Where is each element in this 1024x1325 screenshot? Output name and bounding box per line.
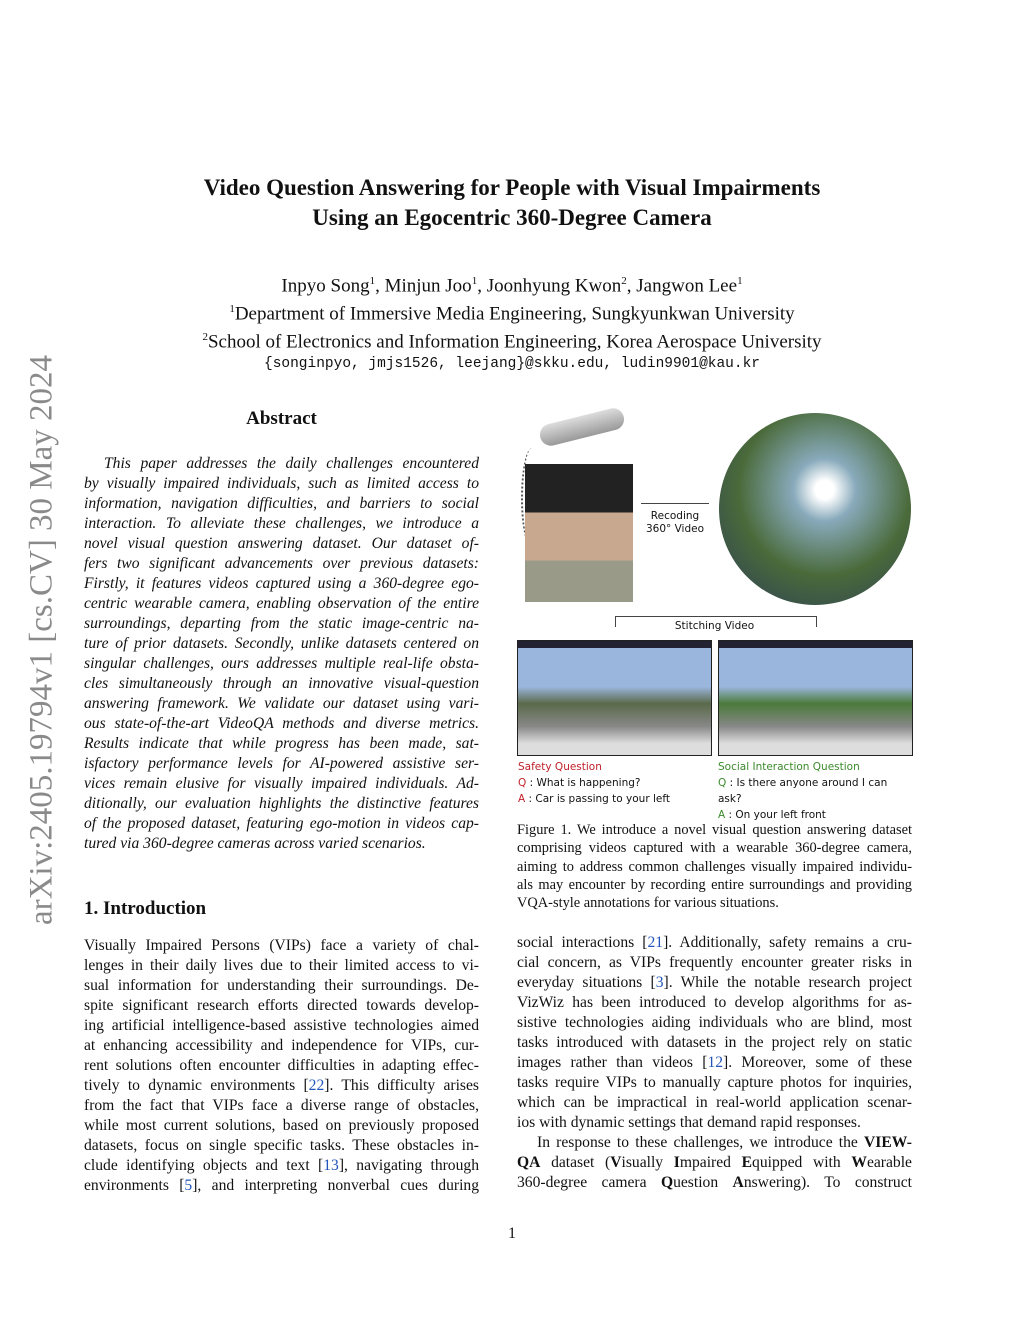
text-segment: uestion xyxy=(673,1174,733,1191)
text-line: ous state-of-the-art VideoQA methods and diverse metrics. xyxy=(84,715,479,732)
wearable-camera-image xyxy=(538,406,627,448)
abstract-heading: Abstract xyxy=(246,408,317,429)
abstract-body xyxy=(84,454,479,854)
text-line: from the fact that VIPs face a diverse range of obstacles, xyxy=(84,1097,479,1114)
abstract xyxy=(84,408,479,854)
affiliation-number: 1 xyxy=(369,275,376,287)
bold-text: W xyxy=(851,1154,867,1171)
360-sphere-image xyxy=(719,413,911,605)
text-line: VizWiz has been introduced to develop algorithms for as- xyxy=(517,994,912,1011)
text-line: novel visual question answering dataset. Our dataset of- xyxy=(84,535,479,552)
text-line: of the proposed dataset, featuring ego-motion in videos cap- xyxy=(84,815,479,832)
affiliation-number: 1 xyxy=(737,275,743,287)
text-line: als may encounter by recording entire surroundings and providing xyxy=(517,876,912,893)
text-line: ditionally, our evaluation highlights the distinctive features xyxy=(84,795,479,812)
text-line: centric wearable camera, enabling observation of the entire xyxy=(84,595,479,612)
text-line: cles simultaneously through an innovative visual-question xyxy=(84,675,479,692)
arxiv-identifier: arXiv:2405.19794v1 [cs.CV] 30 May 2024 xyxy=(23,354,60,926)
author-separator: , xyxy=(477,275,487,297)
text-line: sual information for understanding their surroundings. De- xyxy=(84,977,479,994)
affiliation-text: Department of Immersive Media Engineering, Sungkyunkwan University xyxy=(234,303,795,325)
text-line: ing artificial intelligence-based assistive technologies aimed xyxy=(84,1017,479,1034)
affiliation-number: 1 xyxy=(229,302,235,315)
figure-caption xyxy=(517,821,912,912)
affiliation-number: 2 xyxy=(621,275,627,287)
author-separator: , xyxy=(375,275,385,297)
social-qa xyxy=(718,759,913,823)
section-heading: 1. Introduction xyxy=(84,898,207,919)
bold-text: E xyxy=(741,1154,753,1171)
text-line: tasks introduced with datasets in the project rely on static xyxy=(517,1034,912,1051)
text-line: fers two significant advancements over previous datasets: xyxy=(84,555,479,572)
text-line: at enhancing accessibility and independence for VIPs, cur- xyxy=(84,1037,479,1054)
text-segment: dataset ( xyxy=(540,1154,611,1171)
panel-title: Safety Question xyxy=(518,761,602,773)
text-line: which can be impractical in real-world application scenar- xyxy=(517,1094,912,1111)
affiliation-number: 1 xyxy=(471,275,478,287)
text-line: spite significant research efforts directed towards develop- xyxy=(84,997,479,1014)
text-line: sistive technologies aiding individuals who are blind, most xyxy=(517,1014,912,1031)
arrow-label-line: Recoding xyxy=(650,510,700,522)
text-line: datasets, focus on single specific tasks. These obstacles in- xyxy=(84,1137,479,1154)
answer: : On your left front xyxy=(725,809,826,821)
text-line xyxy=(517,1133,912,1153)
text-line: ios with dynamic settings that demand rapid responses. xyxy=(517,1114,861,1131)
citation-link[interactable]: 3 xyxy=(655,974,664,991)
text-line: tasks require VIPs to manually capture photos for inquiries, xyxy=(517,1074,912,1091)
citation-link[interactable]: 5 xyxy=(184,1177,193,1194)
text-segment: quipped with xyxy=(752,1154,852,1171)
text-line: Visually Impaired Persons (VIPs) face a variety of chal- xyxy=(84,937,479,954)
text-line: information, navigation difficulties, and barriers to social xyxy=(84,495,479,512)
text-line: singular challenges, ours addresses multiple real-life obsta- xyxy=(84,655,479,672)
text-segment: In response to these challenges, we introduce the xyxy=(537,1134,865,1151)
citation-link[interactable]: 12 xyxy=(707,1054,724,1071)
right-arrow-icon xyxy=(641,503,709,504)
bold-text: V xyxy=(610,1154,622,1171)
safety-scene-image xyxy=(517,640,712,756)
safety-qa xyxy=(518,759,670,807)
text-line: ture of prior datasets. Secondly, unlike datasets centered on xyxy=(84,635,479,652)
text-line: images rather than videos [12]. Moreover, some of these xyxy=(517,1054,913,1071)
affiliation-text: School of Electronics and Information Engineering, Korea Aerospace University xyxy=(207,330,822,352)
text-line: This paper addresses the daily challenges encountered xyxy=(104,455,479,472)
text-line: Figure 1. We introduce a novel visual question answering dataset xyxy=(517,822,912,838)
text-line: lenges in their daily lives due to their limited access to vi- xyxy=(84,957,479,974)
author-list xyxy=(0,270,1024,298)
text-line: surroundings, departing from the static image-centric na- xyxy=(84,615,479,632)
social-scene-image xyxy=(718,640,913,756)
answer: : Car is passing to your left xyxy=(525,793,670,805)
text-line: cial concern, as VIPs frequently encounter greater risks in xyxy=(517,954,912,971)
author-name: Jangwon Lee xyxy=(636,275,738,297)
intro-body-left xyxy=(84,936,479,1196)
text-segment: earable xyxy=(866,1154,912,1171)
author-name: Minjun Joo xyxy=(384,275,472,297)
text-line: aiming to address common challenges visually impaired individu- xyxy=(517,858,912,875)
question: : What is happening? xyxy=(526,777,641,789)
text-line: Results indicate that while progress has been made, sat- xyxy=(84,735,479,752)
question: : Is there anyone around I can ask? xyxy=(718,777,888,805)
citation-link[interactable]: 13 xyxy=(323,1157,339,1174)
author-name: Joonhyung Kwon xyxy=(486,275,622,297)
affiliation-number: 2 xyxy=(202,330,208,343)
text-line: isfactory performance levels for AI-powered assistive ser- xyxy=(84,755,479,772)
text-line: Firstly, it features videos captured using a 360-degree ego- xyxy=(84,575,479,592)
a-prefix: A xyxy=(518,793,526,805)
text-line: tured via 360-degree cameras across varied scenarios. xyxy=(84,835,426,852)
text-line: environments [5], and interpreting nonverbal cues during xyxy=(84,1177,479,1194)
page-number: 1 xyxy=(508,1225,516,1242)
text-line: rent solutions often encounter difficulties in adapting effec- xyxy=(84,1057,479,1074)
intro-body-right xyxy=(517,933,912,1193)
affiliation xyxy=(0,326,1024,354)
paper-title xyxy=(0,173,1024,233)
bold-text: VIEW- xyxy=(864,1134,912,1151)
text-line xyxy=(517,1153,912,1173)
recording-label xyxy=(641,503,709,536)
introduction-left xyxy=(84,898,479,1196)
figure-1 xyxy=(517,408,913,821)
text-segment: 360-degree camera xyxy=(517,1174,661,1191)
text-line: VQA-style annotations for various situations. xyxy=(517,895,779,912)
a-prefix: A xyxy=(718,809,726,821)
stitching-label: Stitching Video xyxy=(657,620,772,632)
affiliation xyxy=(0,298,1024,326)
panel-title: Social Interaction Question xyxy=(718,761,860,773)
text-line: social interactions [21]. Additionally, safety remains a cru- xyxy=(517,934,912,951)
bold-text: Q xyxy=(660,1174,674,1191)
title-line: Video Question Answering for People with Visual Impairments xyxy=(203,175,821,200)
bold-text: A xyxy=(732,1174,744,1191)
author-name: Inpyo Song xyxy=(281,275,370,297)
text-line: by visually impaired individuals, such as limited access to xyxy=(84,475,479,492)
person-photo-pixelated xyxy=(525,464,633,602)
citation-link[interactable]: 21 xyxy=(647,934,664,951)
text-line: vices remain elusive for visually impaired individuals. Ad- xyxy=(84,775,479,792)
text-line: answering framework. We validate our dataset using vari- xyxy=(84,695,479,712)
text-line: everyday situations [3]. While the notable research project xyxy=(517,974,912,991)
citation-link[interactable]: 22 xyxy=(308,1077,325,1094)
text-line xyxy=(517,1173,912,1193)
text-line: comprising videos captured with a wearable 360-degree camera, xyxy=(517,840,912,857)
text-line: interaction. To alleviate these challenges, we introduce a xyxy=(84,515,479,532)
arrow-label-line: 360° Video xyxy=(645,523,705,535)
bold-text: I xyxy=(673,1154,680,1171)
q-prefix: Q xyxy=(518,777,527,789)
bold-text: QA xyxy=(517,1154,541,1171)
author-separator: , xyxy=(626,275,637,297)
text-segment: isually xyxy=(621,1154,674,1171)
title-line: Using an Egocentric 360-Degree Camera xyxy=(312,205,712,230)
text-line: while most current solutions, based on previously proposed xyxy=(84,1117,479,1134)
author-block xyxy=(0,270,1024,377)
text-line: clude identifying objects and text [13], navigating through xyxy=(84,1157,479,1174)
text-segment: nswering). To construct xyxy=(743,1174,912,1191)
q-prefix: Q xyxy=(718,777,727,789)
text-line: tively to dynamic environments [22]. This difficulty arises xyxy=(84,1077,479,1094)
text-segment: mpaired xyxy=(679,1154,742,1171)
author-emails: {songinpyo, jmjs1526, leejang}@skku.edu, ludin9901@kau.kr xyxy=(264,356,760,373)
